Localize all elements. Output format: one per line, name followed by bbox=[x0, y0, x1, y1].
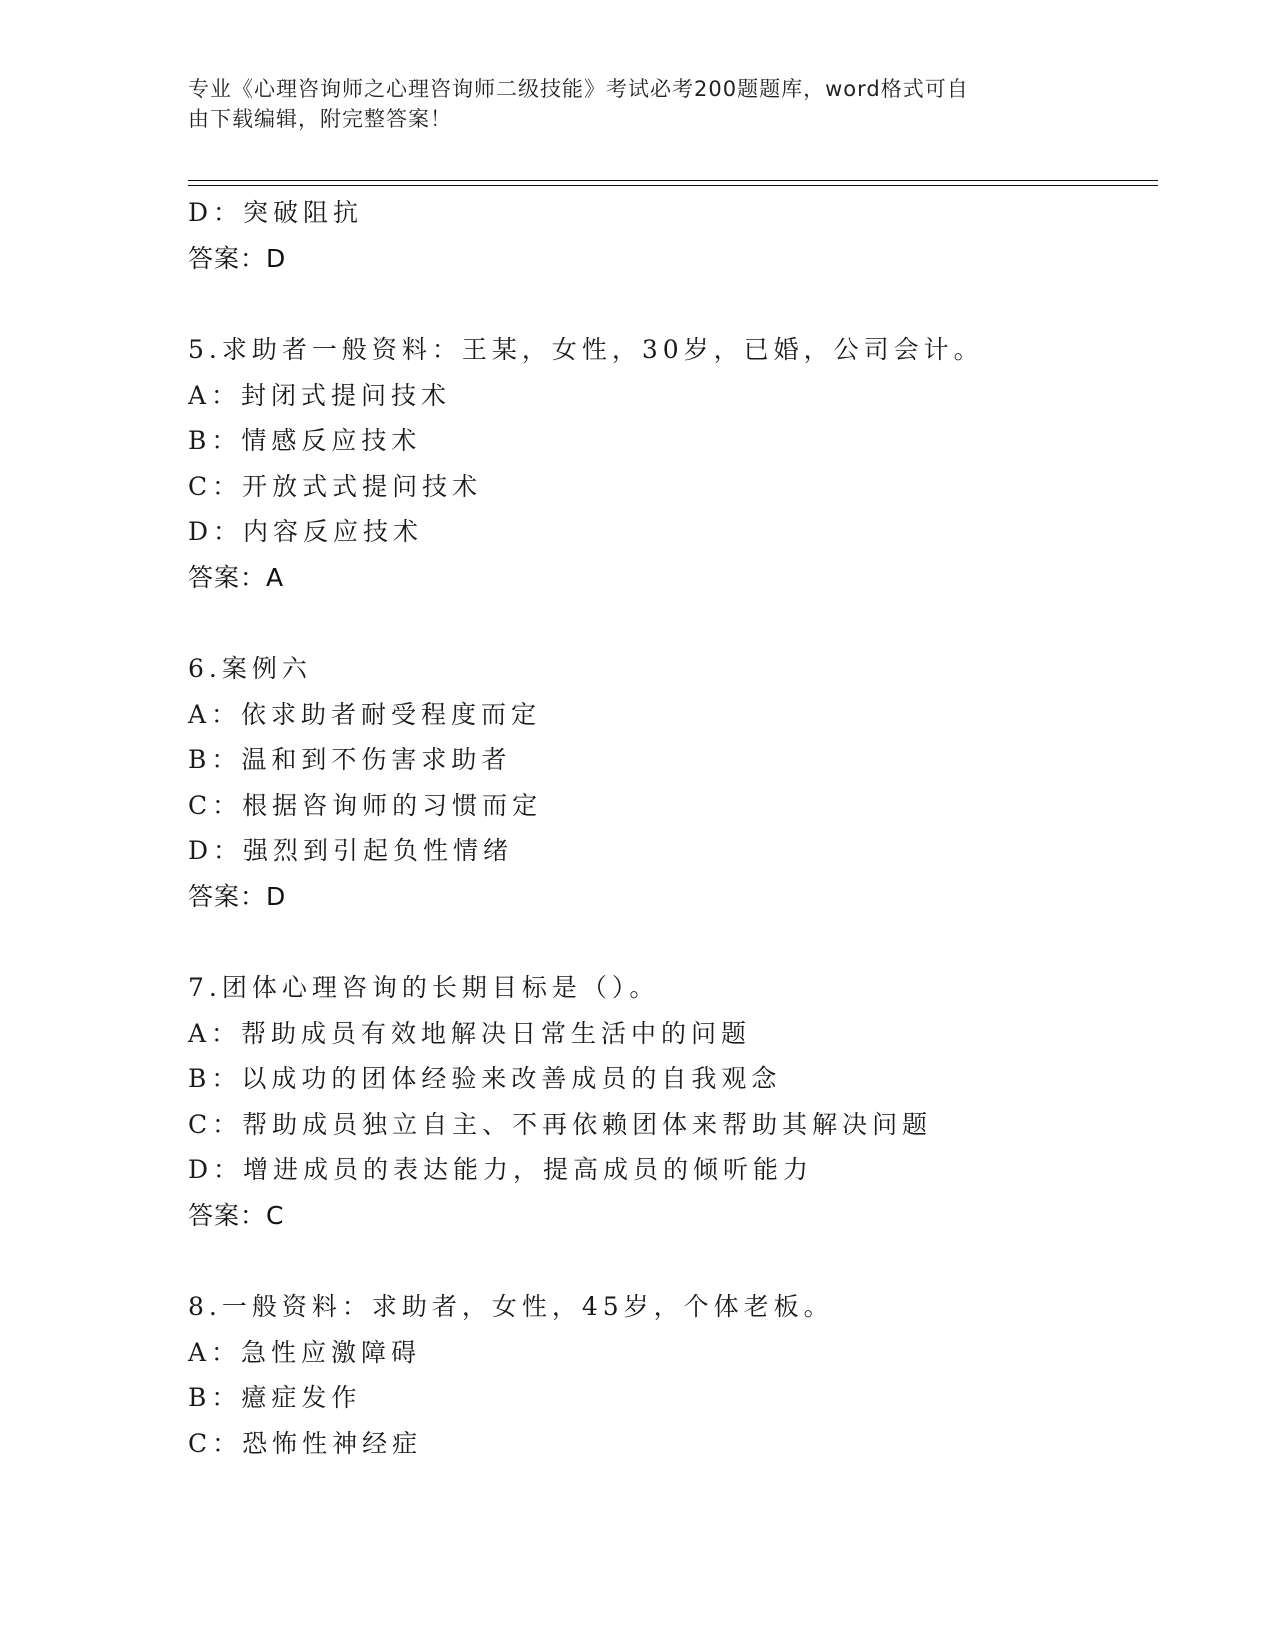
option-a: A：依求助者耐受程度而定 bbox=[188, 699, 542, 729]
option-b: B：以成功的团体经验来改善成员的自我观念 bbox=[188, 1064, 782, 1093]
option-a: A：帮助成员有效地解决日常生活中的问题 bbox=[188, 1018, 752, 1048]
answer-label: 答案：A bbox=[188, 562, 285, 592]
option-d: D：突破阻抗 bbox=[188, 198, 364, 227]
answer-label: 答案：C bbox=[188, 1200, 285, 1230]
question-block-8 bbox=[188, 1284, 1168, 1466]
question-stem: 5.求助者一般资料：王某，女性，30岁，已婚，公司会计。 bbox=[188, 335, 984, 364]
answer-label: 答案：D bbox=[188, 243, 287, 273]
option-a: A：急性应激障碍 bbox=[188, 1337, 422, 1367]
header-divider-top bbox=[188, 180, 1158, 181]
option-d: D：强烈到引起负性情绪 bbox=[188, 836, 514, 865]
option-c: C：帮助成员独立自主、不再依赖团体来帮助其解决问题 bbox=[188, 1109, 933, 1139]
option-c: C：恐怖性神经症 bbox=[188, 1428, 423, 1458]
question-block-6 bbox=[188, 646, 1168, 919]
question-list bbox=[188, 190, 1168, 1466]
option-d: D：增进成员的表达能力，提高成员的倾听能力 bbox=[188, 1155, 814, 1184]
document-header bbox=[188, 74, 1078, 134]
option-b: B：温和到不伤害求助者 bbox=[188, 745, 512, 774]
question-stem: 6.案例六 bbox=[188, 654, 312, 683]
option-a: A：封闭式提问技术 bbox=[188, 380, 452, 410]
answer-label: 答案：D bbox=[188, 881, 287, 911]
question-block-4-tail bbox=[188, 190, 1168, 281]
option-b: B：癔症发作 bbox=[188, 1383, 362, 1412]
header-line-2: 由下载编辑，附完整答案！ bbox=[188, 107, 452, 131]
question-stem: 7.团体心理咨询的长期目标是（）。 bbox=[188, 973, 660, 1002]
option-b: B：情感反应技术 bbox=[188, 426, 422, 455]
question-block-7 bbox=[188, 965, 1168, 1238]
question-stem: 8.一般资料：求助者，女性，45岁，个体老板。 bbox=[188, 1292, 834, 1321]
option-d: D：内容反应技术 bbox=[188, 517, 424, 546]
option-c: C：开放式式提问技术 bbox=[188, 471, 483, 501]
option-c: C：根据咨询师的习惯而定 bbox=[188, 790, 543, 820]
question-block-5 bbox=[188, 327, 1168, 600]
header-line-1: 专业《心理咨询师之心理咨询师二级技能》考试必考200题题库，word格式可自 bbox=[188, 77, 969, 101]
header-divider-bottom bbox=[188, 185, 1158, 186]
